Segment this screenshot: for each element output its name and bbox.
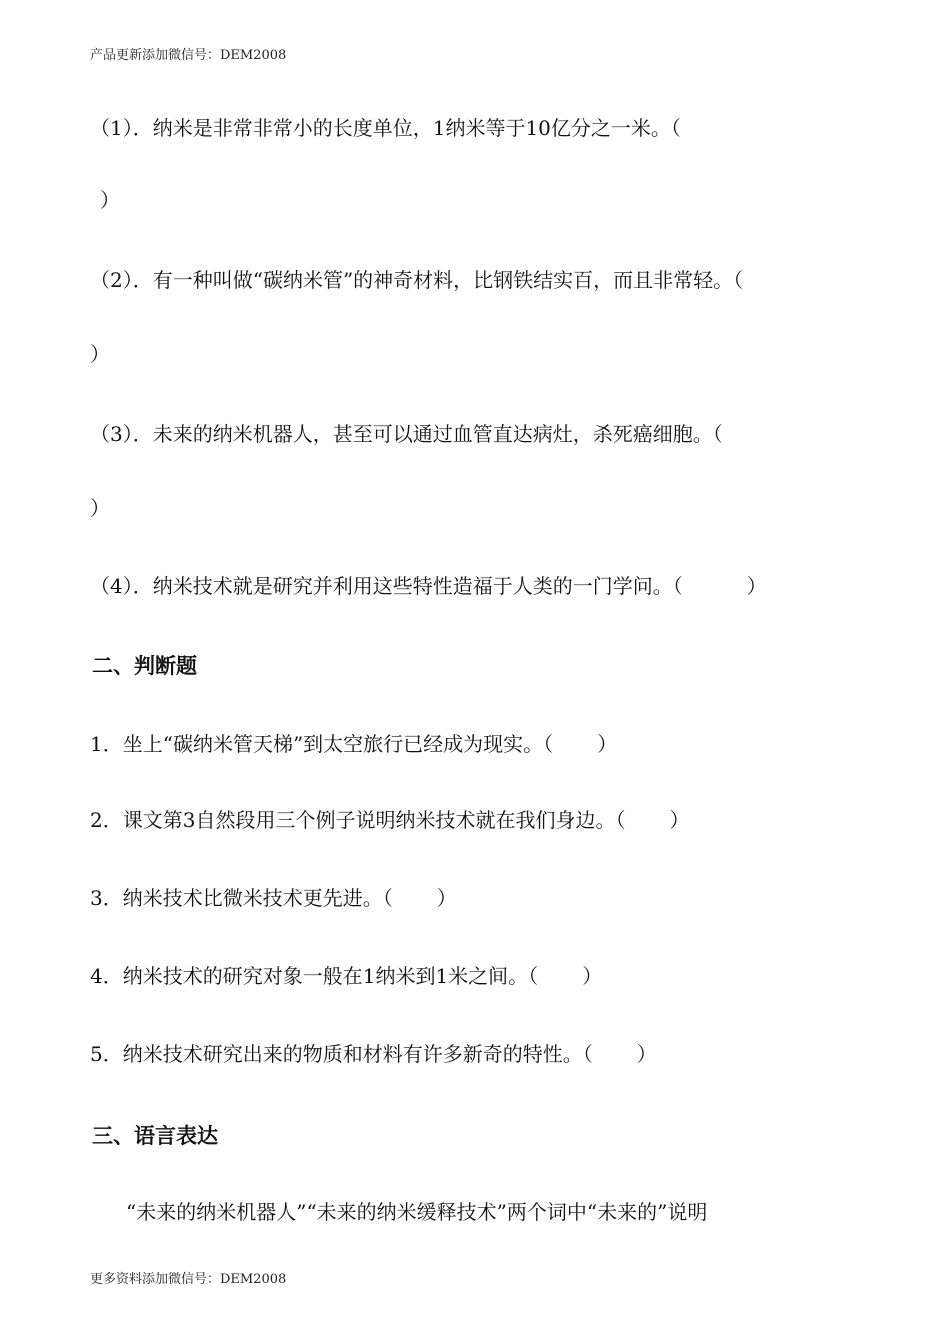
judge-1-text: 1．坐上“碳纳米管天梯”到太空旅行已经成为现实。（ (90, 732, 554, 756)
judge-3-row (90, 884, 860, 912)
judge-5-text: 5．纳米技术研究出来的物质和材料有许多新奇的特性。（ (90, 1042, 593, 1066)
section-3-paragraph: “未来的纳米机器人”“未来的纳米缓释技术”两个词中“未来的”说明 (126, 1200, 708, 1224)
question-4-row (90, 572, 860, 600)
judge-1-row (90, 730, 860, 758)
judge-3-close: ） (436, 886, 457, 910)
page-footer: 更多资料添加微信号：DEM2008 (90, 1272, 287, 1287)
question-4-text: （4）．纳米技术就是研究并利用这些特性造福于人类的一门学问。（ (90, 574, 683, 598)
question-3-text: （3）．未来的纳米机器人，甚至可以通过血管直达病灶，杀死癌细胞。（ (90, 422, 723, 446)
question-4-close: ） (746, 574, 767, 598)
question-2-close: ） (90, 342, 110, 366)
page-header: 产品更新添加微信号：DEM2008 (90, 48, 287, 63)
question-1-close: ） (100, 188, 120, 212)
question-1-text: （1）．纳米是非常非常小的长度单位，1纳米等于10亿分之一米。（ (90, 116, 681, 140)
judge-5-row (90, 1040, 860, 1068)
judge-2-close: ） (669, 808, 690, 832)
judge-2-row (90, 806, 860, 834)
judge-5-close: ） (636, 1042, 657, 1066)
judge-3-text: 3．纳米技术比微米技术更先进。（ (90, 886, 393, 910)
section-3-title: 三、语言表达 (92, 1124, 218, 1148)
judge-1-close: ） (597, 732, 618, 756)
question-2-text: （2）．有一种叫做“碳纳米管”的神奇材料，比钢铁结实百，而且非常轻。（ (90, 268, 744, 292)
section-2-title: 二、判断题 (92, 654, 197, 678)
judge-4-close: ） (582, 964, 603, 988)
judge-2-text: 2．课文第3自然段用三个例子说明纳米技术就在我们身边。（ (90, 808, 626, 832)
judge-4-row (90, 962, 860, 990)
question-3-close: ） (90, 496, 110, 520)
judge-4-text: 4．纳米技术的研究对象一般在1纳米到1米之间。（ (90, 964, 539, 988)
